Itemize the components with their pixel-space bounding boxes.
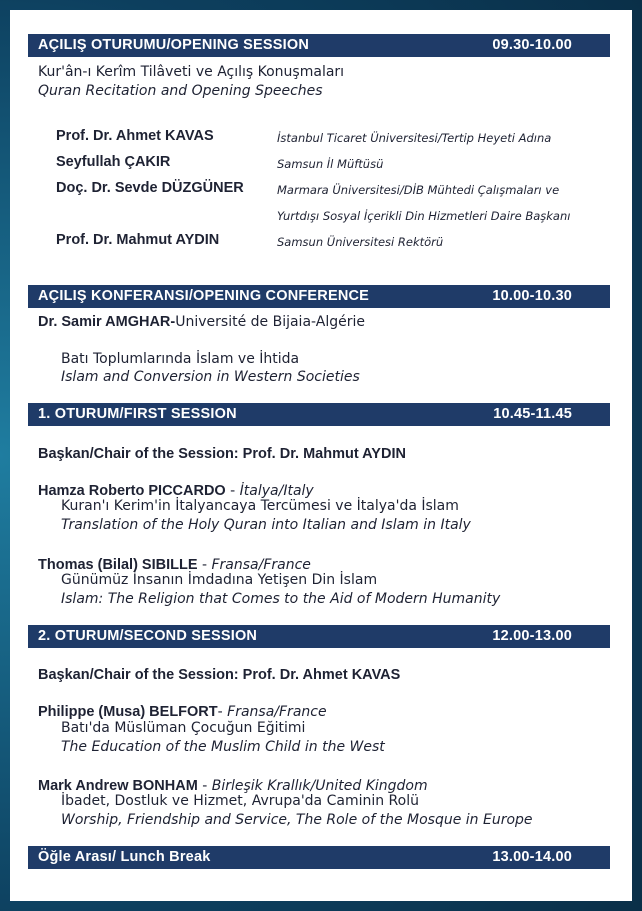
speaker-role: Marmara Üniversitesi/DİB Mühtedi Çalışmaları ve xyxy=(277,183,560,197)
session-time: 10.00-10.30 xyxy=(492,288,572,304)
talk-title-en: The Education of the Muslim Child in the West xyxy=(61,739,385,755)
separator: - xyxy=(197,778,212,794)
session-title: 2. OTURUM/SECOND SESSION xyxy=(38,628,258,644)
speaker-name: Seyfullah ÇAKIR xyxy=(56,154,171,170)
talk-speaker: Hamza Roberto PICCARDO xyxy=(38,483,226,499)
talk-title-tr: Batı'da Müslüman Çocuğun Eğitimi xyxy=(61,720,306,736)
session-time: 13.00-14.00 xyxy=(492,849,572,865)
opening-conference-header xyxy=(28,285,610,308)
chair-line xyxy=(38,443,406,462)
talk-speaker: Thomas (Bilal) SIBILLE xyxy=(38,557,198,573)
speaker-role: Samsun Üniversitesi Rektörü xyxy=(277,235,444,249)
conference-speaker: Dr. Samir AMGHAR- xyxy=(38,314,176,330)
chair-prefix: Başkan/Chair of the Session: xyxy=(38,667,243,683)
session-title: AÇILIŞ OTURUMU/OPENING SESSION xyxy=(38,37,310,53)
separator: - xyxy=(197,557,212,573)
speaker-role: İstanbul Ticaret Üniversitesi/Tertip Heyeti Adına xyxy=(277,131,552,145)
separator: - xyxy=(225,483,240,499)
session-time: 09.30-10.00 xyxy=(492,37,572,53)
session-time: 12.00-13.00 xyxy=(492,628,572,644)
session-title: 1. OTURUM/FIRST SESSION xyxy=(38,406,237,422)
talk-title-tr: Günümüz İnsanın İmdadına Yetişen Din İslam xyxy=(61,572,378,588)
talk-country: İtalya/Italy xyxy=(239,483,314,499)
session-title: Öğle Arası/ Lunch Break xyxy=(38,849,211,865)
talk-speaker: Philippe (Musa) BELFORT xyxy=(38,704,218,720)
opening-session-header xyxy=(28,34,610,57)
talk-title-en: Worship, Friendship and Service, The Role of the Mosque in Europe xyxy=(61,812,533,828)
chair-name: Prof. Dr. Mahmut AYDIN xyxy=(242,446,406,462)
talk-speaker-line xyxy=(38,554,311,573)
chair-line xyxy=(38,664,400,683)
talk-speaker-line xyxy=(38,775,428,794)
conference-affiliation: Université de Bijaia-Algérie xyxy=(175,314,365,330)
talk-country: Fransa/France xyxy=(227,704,327,720)
speaker-name: Prof. Dr. Mahmut AYDIN xyxy=(56,232,220,248)
lunch-break-header xyxy=(28,846,610,869)
talk-title-tr: Kuran'ı Kerim'in İtalyancaya Tercümesi ve İtalya'da İslam xyxy=(61,498,459,514)
talk-country: Fransa/France xyxy=(211,557,311,573)
chair-name: Prof. Dr. Ahmet KAVAS xyxy=(242,667,401,683)
talk-speaker: Mark Andrew BONHAM xyxy=(38,778,198,794)
conference-speaker-line xyxy=(38,314,365,330)
opening-line-tr: Kur'ân-ı Kerîm Tilâveti ve Açılış Konuşmaları xyxy=(38,64,345,80)
speaker-role-continued: Yurtdışı Sosyal İçerikli Din Hizmetleri Daire Başkanı xyxy=(277,209,571,223)
speaker-name: Prof. Dr. Ahmet KAVAS xyxy=(56,128,214,144)
talk-country: Birleşik Krallık/United Kingdom xyxy=(211,778,428,794)
chair-prefix: Başkan/Chair of the Session: xyxy=(38,446,243,462)
separator: - xyxy=(217,704,228,720)
conference-talk-tr: Batı Toplumlarında İslam ve İhtida xyxy=(61,351,300,367)
session-time: 10.45-11.45 xyxy=(493,406,572,422)
talk-title-en: Islam: The Religion that Comes to the Aid of Modern Humanity xyxy=(61,591,501,607)
speaker-name: Doç. Dr. Sevde DÜZGÜNER xyxy=(56,180,244,196)
talk-speaker-line xyxy=(38,701,327,720)
session-title: AÇILIŞ KONFERANSI/OPENING CONFERENCE xyxy=(38,288,370,304)
opening-line-en: Quran Recitation and Opening Speeches xyxy=(38,83,323,99)
talk-title-tr: İbadet, Dostluk ve Hizmet, Avrupa'da Caminin Rolü xyxy=(61,793,419,809)
talk-title-en: Translation of the Holy Quran into Italian and Islam in Italy xyxy=(61,517,471,533)
conference-talk-en: Islam and Conversion in Western Societies xyxy=(61,369,360,385)
speaker-role: Samsun İl Müftüsü xyxy=(277,157,384,171)
first-session-header xyxy=(28,403,610,426)
second-session-header xyxy=(28,625,610,648)
talk-speaker-line xyxy=(38,480,314,499)
